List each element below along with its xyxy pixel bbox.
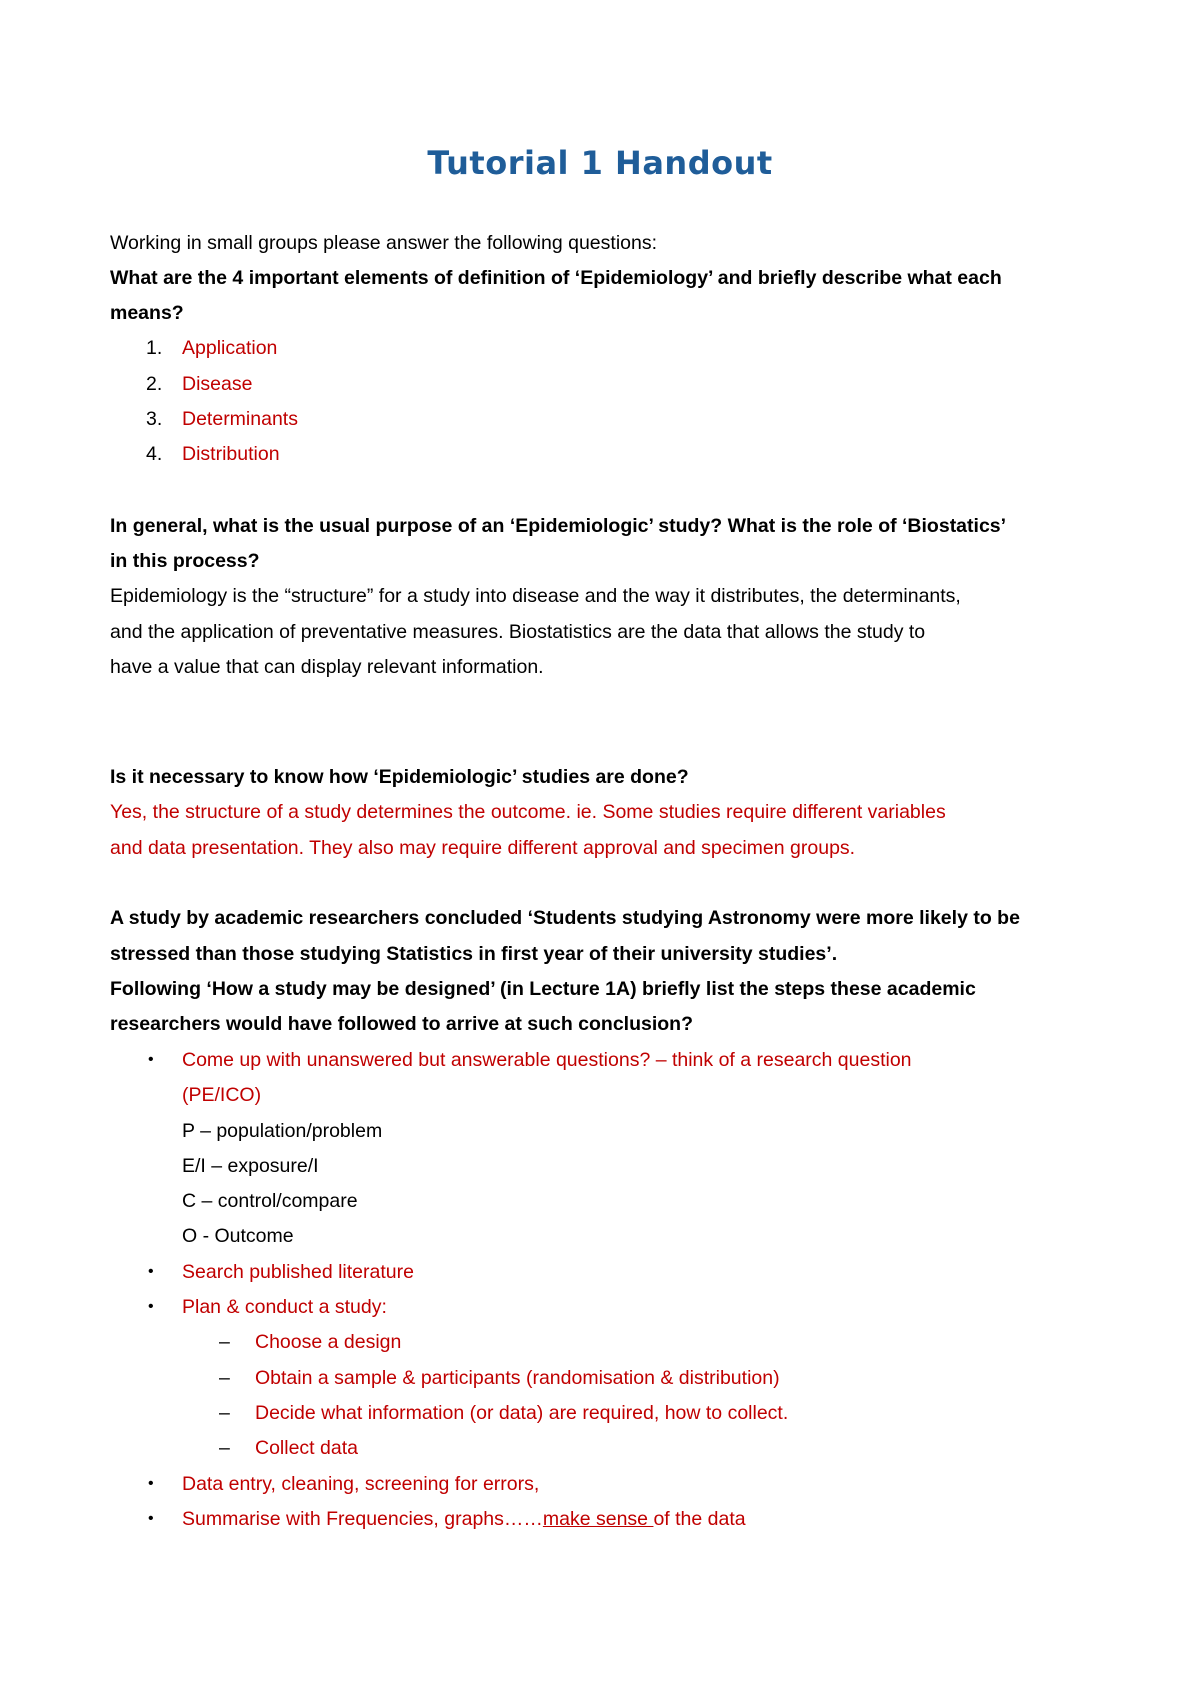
list-number: 4. (146, 443, 163, 465)
dash-icon: – (219, 1402, 230, 1424)
substep: Obtain a sample & participants (randomisation & distribution) (255, 1367, 780, 1389)
list-item: Application (182, 337, 278, 359)
bullet-icon: • (148, 1298, 154, 1315)
answer-3-line-2: and data presentation. They also may require different approval and specimen groups. (110, 837, 856, 859)
substep: Decide what information (or data) are required, how to collect. (255, 1402, 789, 1424)
list-number: 2. (146, 373, 163, 395)
step-5-text: Summarise with Frequencies, graphs…… (182, 1508, 543, 1530)
list-item: Distribution (182, 443, 280, 465)
dash-icon: – (219, 1367, 230, 1389)
substep: Choose a design (255, 1331, 402, 1353)
question-2-line-2: in this process? (110, 550, 260, 572)
step-1-line-2: (PE/ICO) (182, 1084, 262, 1106)
question-1-line-2: means? (110, 302, 184, 324)
pico-item: P – population/problem (182, 1120, 383, 1142)
step-5-underlined: make sense (542, 1508, 654, 1530)
bullet-icon: • (148, 1510, 154, 1527)
list-item: Disease (182, 373, 253, 395)
dash-icon: – (219, 1331, 230, 1353)
question-4-line-2: stressed than those studying Statistics in first year of their university studies’. (110, 943, 838, 965)
list-number: 1. (146, 337, 163, 359)
step-2: Search published literature (182, 1261, 414, 1283)
answer-2-line-3: have a value that can display relevant information. (110, 656, 544, 678)
question-4-line-4: researchers would have followed to arrive at such conclusion? (110, 1013, 694, 1035)
question-1-line-1: What are the 4 important elements of definition of ‘Epidemiology’ and briefly describe what each (110, 267, 1002, 289)
step-4: Data entry, cleaning, screening for errors, (182, 1473, 540, 1495)
bullet-icon: • (148, 1263, 154, 1280)
step-5 (182, 1507, 746, 1531)
step-3: Plan & conduct a study: (182, 1296, 387, 1318)
dash-icon: – (219, 1437, 230, 1459)
bullet-icon: • (148, 1475, 154, 1492)
page-title: Tutorial 1 Handout (427, 144, 773, 182)
pico-item: C – control/compare (182, 1190, 358, 1212)
question-2-line-1: In general, what is the usual purpose of an ‘Epidemiologic’ study? What is the role of ‘Biostatics’ (110, 515, 1007, 537)
question-3: Is it necessary to know how ‘Epidemiologic’ studies are done? (110, 766, 689, 788)
question-4-line-1: A study by academic researchers concluded ‘Students studying Astronomy were more likely to be (110, 907, 1020, 929)
step-5-tail: of the data (653, 1508, 746, 1530)
answer-2-line-1: Epidemiology is the “structure” for a study into disease and the way it distributes, the determinants, (110, 585, 961, 607)
question-4-line-3: Following ‘How a study may be designed’ (in Lecture 1A) briefly list the steps these academic (110, 978, 976, 1000)
pico-item: O - Outcome (182, 1225, 294, 1247)
bullet-icon: • (148, 1051, 154, 1068)
answer-2-line-2: and the application of preventative measures. Biostatistics are the data that allows the study to (110, 621, 926, 643)
list-number: 3. (146, 408, 163, 430)
answer-3-line-1: Yes, the structure of a study determines the outcome. ie. Some studies require different variables (110, 801, 946, 823)
step-1-line-1: Come up with unanswered but answerable questions? – think of a research question (182, 1049, 912, 1071)
list-item: Determinants (182, 408, 298, 430)
substep: Collect data (255, 1437, 358, 1459)
intro-text: Working in small groups please answer the following questions: (110, 232, 658, 254)
pico-item: E/I – exposure/I (182, 1155, 319, 1177)
